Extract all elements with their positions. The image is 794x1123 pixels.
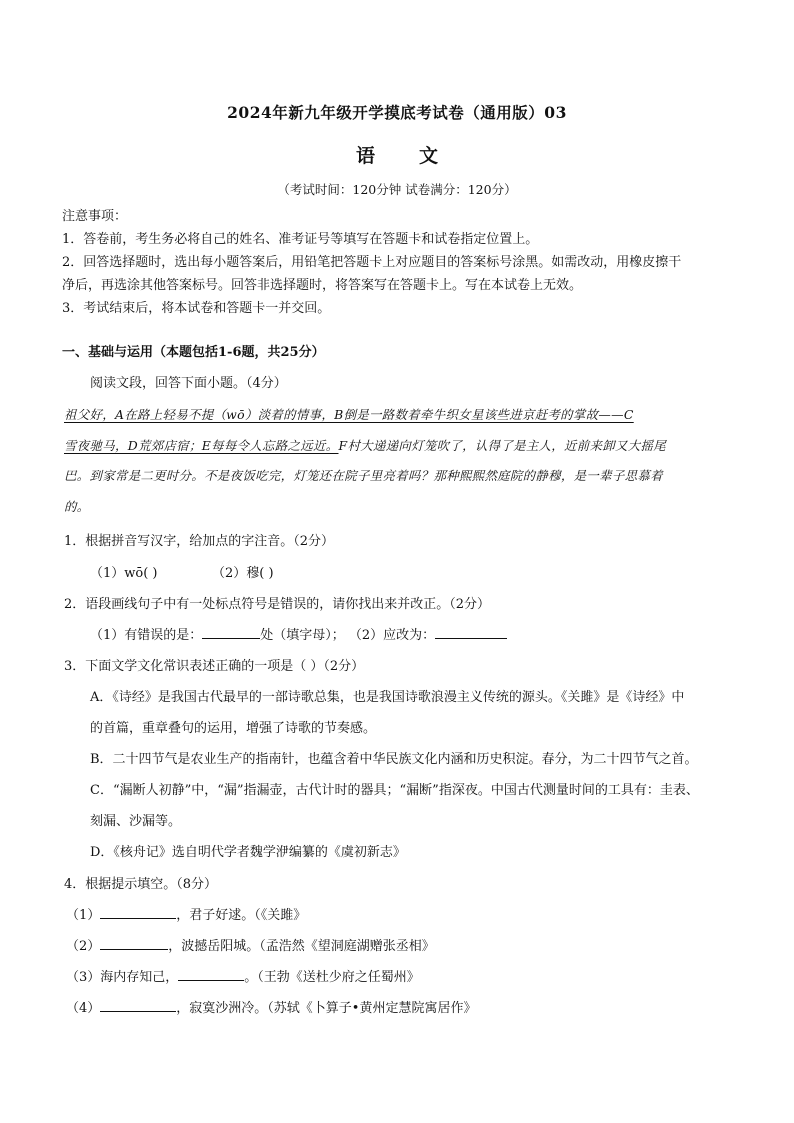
answer-blank[interactable] <box>178 967 244 981</box>
question-1-part-2: （2）穆( ) <box>212 566 274 581</box>
question-2: 2．语段画线句子中有一处标点符号是错误的，请你找出来并改正。（2分） <box>64 597 491 612</box>
option-a-continued: 的首篇，重章叠句的运用，增强了诗歌的节奏感。 <box>90 721 377 736</box>
item-text: ，君子好逑。（《关雎》 <box>176 908 307 923</box>
item-label: （4） <box>66 1001 101 1016</box>
subject-char-1: 语 <box>355 145 375 167</box>
option-c-continued: 刻漏、沙漏等。 <box>90 814 182 829</box>
subject-char-2: 文 <box>419 145 439 167</box>
option-b: B．二十四节气是农业生产的指南针，也蕴含着中华民族文化内涵和历史积淀。春分，为二十四节气之首。 <box>90 752 698 767</box>
question-2-part-2-label: 处（填字母）； （2）应改为： <box>260 628 436 643</box>
passage-line: 的。 <box>64 498 90 514</box>
passage-line: 巴。到家常是二更时分。不是夜饭吃完，灯笼还在院子里亮着吗？那种熙熙然庭院的静穆，是一辈子思慕着 <box>64 468 663 483</box>
option-d: D．《核舟记》选自明代学者魏学洢编纂的《虞初新志》 <box>90 845 406 860</box>
question-4-item-1 <box>66 904 306 923</box>
passage-line <box>64 431 740 462</box>
answer-blank[interactable] <box>202 625 260 639</box>
answer-blank[interactable] <box>435 625 507 639</box>
question-4-item-3 <box>66 966 420 985</box>
question-4: 4．根据提示填空。（8分） <box>64 877 218 892</box>
answer-blank[interactable] <box>100 905 176 919</box>
question-2-part-1-label: （1）有错误的是： <box>90 628 203 643</box>
item-text: 。（王勃《送杜少府之任蜀州》 <box>244 970 420 985</box>
item-text: ，寂寞沙洲冷。（苏轼《卜算子•黄州定慧院寓居作》 <box>176 1001 477 1016</box>
question-4-item-2 <box>66 935 435 954</box>
option-a: A．《诗经》是我国古代最早的一部诗歌总集，也是我国诗歌浪漫主义传统的源头。《关雎》是《诗经》中 <box>90 690 685 705</box>
notes-block <box>62 205 742 320</box>
option-c: C．“漏断人初静”中，“漏”指漏壶，古代计时的器具；“漏断”指深夜。中国古代测量时间的工具有：圭表、 <box>90 783 699 798</box>
passage-line: 祖父好，A在路上轻易不提（wō）淡着的情事，B倒是一路数着牵牛织女星该些进京赶考的掌故——C <box>64 407 634 422</box>
passage-intro: 阅读文段，回答下面小题。（4分） <box>90 376 287 391</box>
item-label: （2） <box>66 939 101 954</box>
notes-heading: 注意事项： <box>62 209 128 224</box>
section-heading: 一、基础与运用（本题包括1-6题，共25分） <box>62 345 325 360</box>
item-text: ，波撼岳阳城。（孟浩然《望洞庭湖赠张丞相》 <box>168 939 435 954</box>
exam-info: （考试时间：120分钟 试卷满分：120分） <box>277 182 517 197</box>
notes-line: 2．回答选择题时，选出每小题答案后，用铅笔把答题卡上对应题目的答案标号涂黑。如需改动，用橡皮擦干 <box>62 255 682 270</box>
notes-line: 净后，再选涂其他答案标号。回答非选择题时，将答案写在答题卡上。写在本试卷上无效。 <box>62 278 583 293</box>
passage-text: F村大递递向灯笼吹了，认得了是主人，近前来卸又大摇尾 <box>338 437 666 453</box>
question-1: 1．根据拼音写汉字，给加点的字注音。（2分） <box>64 534 335 549</box>
question-4-item-4 <box>66 997 476 1016</box>
item-text: （3）海内存知己， <box>66 970 179 985</box>
question-3: 3．下面文学文化常识表述正确的一项是（ ）（2分） <box>64 659 365 674</box>
subject-heading <box>0 141 794 168</box>
question-2-answer-line <box>90 624 507 643</box>
notes-line: 1．答卷前，考生务必将自己的姓名、准考证号等填写在答题卡和试卷指定位置上。 <box>62 232 539 247</box>
answer-blank[interactable] <box>100 936 168 950</box>
answer-blank[interactable] <box>100 998 176 1012</box>
passage-underlined-text: 雪夜驰马，D荒郊店宿；E每每令人忘路之远近。 <box>64 437 339 453</box>
reading-passage <box>64 400 740 522</box>
page-title: 2024年新九年级开学摸底考试卷（通用版）03 <box>227 103 567 122</box>
notes-line: 3．考试结束后，将本试卷和答题卡一并交回。 <box>62 301 331 316</box>
item-label: （1） <box>66 908 101 923</box>
question-1-part-1: （1）wō( ) <box>90 566 158 581</box>
